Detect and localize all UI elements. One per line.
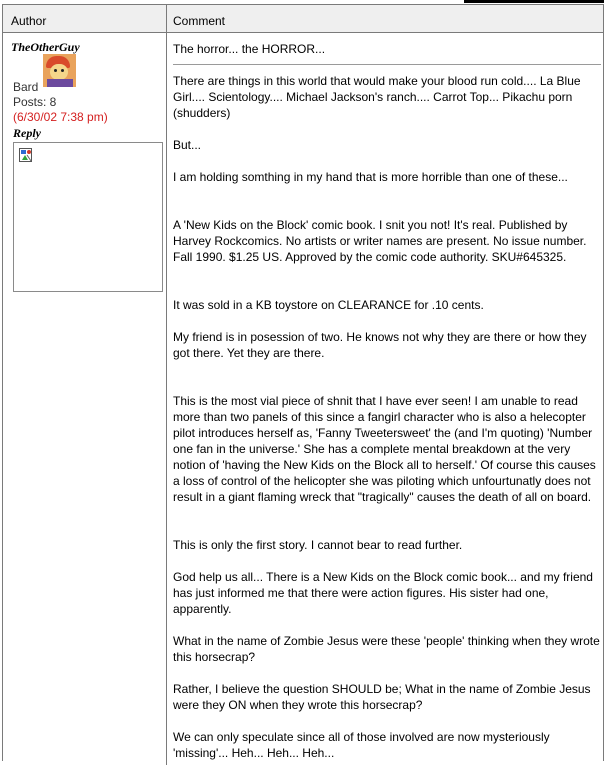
post-paragraph: This is the most vial piece of shnit that I have ever seen! I am unable to read more than two panels of this since a fangirl character who is also a helecopter pilot introduces herself as, 'Fanny Tweetersweet' the (and I'm quoting) 'Number one fan in the universe.' She has a complete mental breakdown at the very notion of 'having the New Kids on the Block all to herself.' Of course this causes a loss of control of the helicopter she was piloting which unfourtunatly does not result in a giant flaming wreck that "tragically" causes the death of all on board. bbox=[173, 394, 596, 504]
post-paragraph: There are things in this world that would make your blood run cold.... La Blue Girl.... Scientology.... Michael Jackson's ranch.... Carrot Top... Pikachu porn (shudders) bbox=[173, 74, 581, 120]
top-edge-bar bbox=[464, 0, 604, 3]
author-rank: Bard bbox=[13, 80, 39, 94]
post-paragraph: It was sold in a KB toystore on CLEARANCE for .10 cents. bbox=[173, 298, 484, 312]
column-separator bbox=[166, 32, 167, 765]
post-table bbox=[2, 4, 604, 761]
column-header-comment: Comment bbox=[173, 14, 226, 28]
post-paragraph: This is only the first story. I cannot bear to read further. bbox=[173, 538, 463, 552]
post-paragraph: God help us all... There is a New Kids on the Block comic book... and my friend has just informed me that there were action figures. His sister had one, apparently. bbox=[173, 570, 593, 616]
reply-link[interactable]: Reply bbox=[13, 126, 41, 140]
column-header-author: Author bbox=[11, 14, 47, 28]
author-post-count: Posts: 8 bbox=[13, 95, 57, 109]
avatar bbox=[43, 54, 76, 87]
post-timestamp: (6/30/02 7:38 pm) bbox=[13, 110, 108, 124]
post-paragraph: Rather, I believe the question SHOULD be; What in the name of Zombie Jesus were they ON when they wrote this horsecrap? bbox=[173, 682, 591, 712]
post-paragraph: My friend is in posession of two. He knows not why they are there or how they got there. Yet they are there. bbox=[173, 330, 587, 360]
title-divider bbox=[173, 64, 601, 65]
header-divider bbox=[166, 5, 167, 32]
author-username[interactable]: TheOtherGuy bbox=[11, 40, 80, 54]
post-paragraph: A 'New Kids on the Block' comic book. I snit you not! It's real. Published by Harvey Rockcomics. No artists or writer names are present. No issue number. Fall 1990. $1.25 US. Approved by the comic code authority. SKU#645325. bbox=[173, 218, 587, 264]
post-paragraph: What in the name of Zombie Jesus were these 'people' thinking when they wrote this horsecrap? bbox=[173, 634, 600, 664]
post-paragraph: We can only speculate since all of those involved are now mysteriously 'missing'... Heh... Heh... Heh... bbox=[173, 730, 550, 760]
post-paragraph: I am holding somthing in my hand that is more horrible than one of these... bbox=[173, 170, 568, 184]
broken-image-icon bbox=[19, 148, 33, 162]
post-title: The horror... the HORROR... bbox=[173, 42, 326, 56]
table-header bbox=[3, 4, 603, 33]
post-paragraph: But... bbox=[173, 138, 202, 152]
signature-image-frame bbox=[13, 142, 163, 292]
